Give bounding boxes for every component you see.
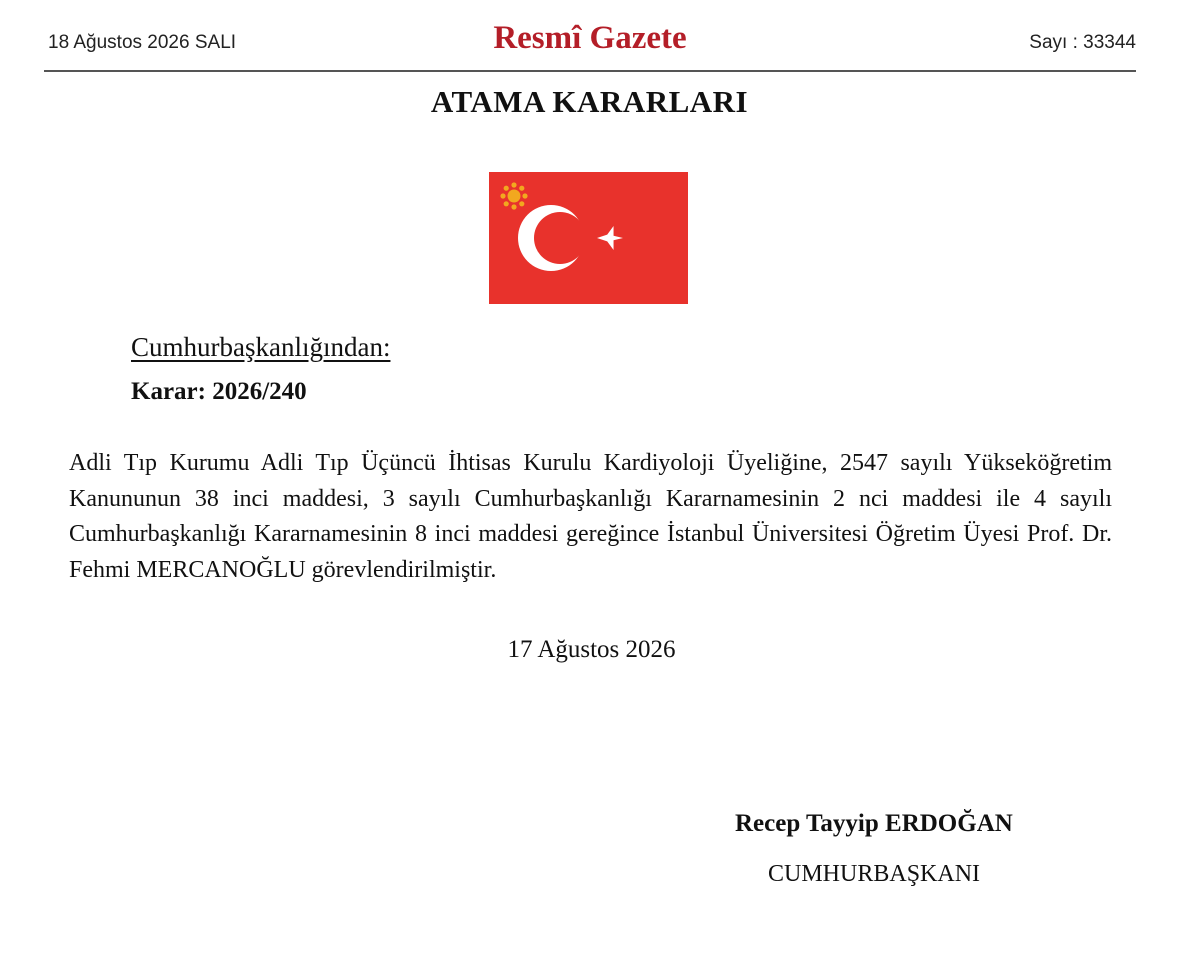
signer-name: Recep Tayyip ERDOĞAN [735, 810, 1013, 837]
gazette-header [44, 18, 1136, 72]
section-title: ATAMA KARARLARI [430, 84, 749, 119]
decision-number: Karar: 2026/240 [131, 378, 307, 405]
gazette-title: Resmî Gazete [493, 20, 687, 56]
header-date: 18 Ağustos 2026 SALI [48, 32, 237, 53]
turkish-flag-icon [489, 172, 688, 304]
issuing-authority: Cumhurbaşkanlığından: [131, 332, 391, 362]
signer-title: CUMHURBAŞKANI [768, 861, 981, 887]
decision-body: Adli Tıp Kurumu Adli Tıp Üçüncü İhtisas Kurulu Kardiyoloji Üyeliğine, 2547 sayılı Yükseköğretim Kanununun 38 inci maddesi, 3 sayılı Cumhurbaşkanlığı Kararnamesinin 2 nci maddesi ile 4 sayılı Cumhurbaşkanlığı Kararnamesinin 8 inci maddesi gereğince İstanbul Üniversitesi Öğretim Üyesi Prof. Dr. Fehmi MERCANOĞLU görevlendirilmiştir. [69, 450, 1112, 583]
document-date: 17 Ağustos 2026 [507, 636, 676, 663]
issue-number: Sayı : 33344 [1029, 32, 1136, 53]
emblem-icon [500, 182, 527, 209]
